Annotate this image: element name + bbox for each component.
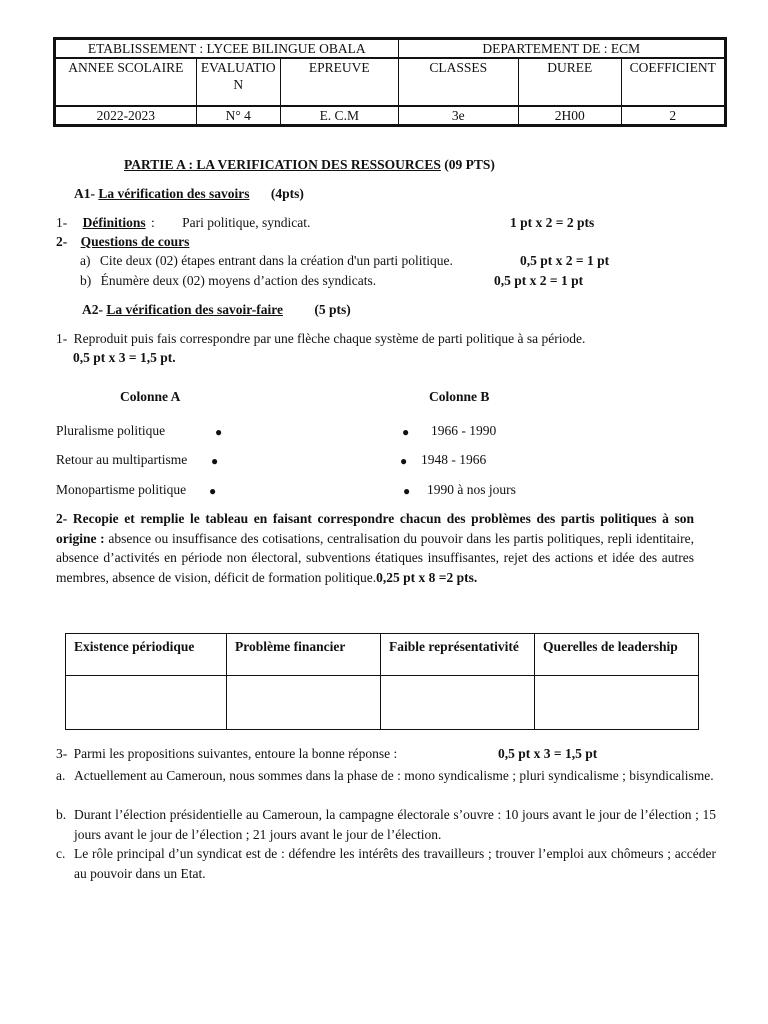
table-cell-empty — [66, 676, 227, 730]
a1-item-b-text: Énumère deux (02) moyens d’action des syndicats. — [100, 273, 377, 288]
a2-q3-item-c-text: Le rôle principal d’un syndicat est de : défendre les intérêts des travailleurs ; trouver l’emploi aux chômeurs ; accéder au pouvoir dans un Etat. — [74, 846, 716, 881]
a1-q1-colon: : — [151, 215, 155, 230]
table-header-financier: Problème financier — [227, 634, 381, 676]
a2-q2-bold: Recopie et remplie le tableau en faisant correspondre chacun des problèmes des partis politiques à son origine : — [56, 511, 694, 546]
a1-item-a-score: 0,5 pt x 2 = 1 pt — [520, 253, 610, 268]
bullet-a-1: ● — [215, 425, 223, 439]
a2-q3-item-a-letter: a. — [56, 768, 66, 783]
col-annee-scolaire: ANNEE SCOLAIRE — [55, 58, 197, 106]
a1-q1-number: 1- — [56, 215, 68, 230]
a2-title: La vérification des savoir-faire — [106, 302, 283, 317]
val-evaluation: N° 4 — [196, 106, 280, 126]
a1-q1-label: Définitions — [82, 215, 146, 230]
col-duree: DUREE — [519, 58, 621, 106]
a1-item-a-letter: a) — [80, 253, 91, 268]
a2-q1-number: 1- — [56, 331, 68, 346]
a2-q3-item-b-letter: b. — [56, 807, 67, 822]
a2-points: (5 pts) — [314, 302, 351, 317]
a1-item-a-text: Cite deux (02) étapes entrant dans la création d'un parti politique. — [99, 253, 453, 268]
a1-q2-label: Questions de cours — [80, 234, 190, 249]
table-cell-empty — [227, 676, 381, 730]
colonne-a-item-3: Monopartisme politique — [56, 482, 187, 497]
a1-q2-number: 2- — [56, 234, 68, 249]
a1-item-b — [80, 273, 376, 289]
colonne-b-item-2: 1948 - 1966 — [421, 452, 487, 467]
col-coefficient: COEFFICIENT — [621, 58, 725, 106]
bullet-a-2: ● — [211, 454, 219, 468]
a1-heading — [74, 186, 304, 202]
val-coefficient: 2 — [621, 106, 725, 126]
colonne-a-item-1: Pluralisme politique — [56, 423, 166, 438]
colonne-a-item-2: Retour au multipartisme — [56, 452, 188, 467]
problems-table — [65, 633, 699, 730]
a2-heading — [82, 302, 351, 318]
col-epreuve: EPREUVE — [280, 58, 398, 106]
partie-a-heading — [124, 157, 495, 173]
val-annee-scolaire: 2022-2023 — [55, 106, 197, 126]
partie-a-title: PARTIE A : LA VERIFICATION DES RESSOURCES — [124, 157, 441, 172]
colonne-b-item-1: 1966 - 1990 — [431, 423, 497, 438]
a2-q3-item-c-letter: c. — [56, 846, 66, 861]
table-header-existence: Existence périodique — [66, 634, 227, 676]
a2-q1-score: 0,5 pt x 3 = 1,5 pt. — [73, 350, 176, 365]
val-classes: 3e — [398, 106, 519, 126]
a1-points: (4pts) — [270, 186, 304, 201]
bullet-b-1: ● — [402, 425, 410, 439]
a2-q1-text: Reproduit puis fais correspondre par une flèche chaque système de parti politique à sa période. — [73, 331, 586, 346]
a2-prefix: A2- — [82, 302, 103, 317]
val-epreuve: E. C.M — [280, 106, 398, 126]
table-header-leadership: Querelles de leadership — [535, 634, 699, 676]
table-header-representativite: Faible représentativité — [381, 634, 535, 676]
a2-q2-number: 2- — [56, 511, 68, 526]
bullet-b-3: ● — [403, 484, 411, 498]
a2-q3-text: Parmi les propositions suivantes, entoure la bonne réponse : — [73, 746, 398, 761]
a2-q2-paragraph — [56, 509, 694, 587]
a2-q3-item-a — [56, 766, 716, 786]
a2-q2-score: 0,25 pt x 8 =2 pts. — [376, 569, 478, 585]
a2-q3-number: 3- — [56, 746, 68, 761]
a1-q1-text: Pari politique, syndicat. — [182, 215, 311, 230]
a2-q1 — [56, 331, 585, 347]
colonne-b-title: Colonne B — [429, 389, 490, 404]
etablissement-cell: ETABLISSEMENT : LYCEE BILINGUE OBALA — [55, 39, 399, 59]
a2-q3-item-b — [56, 805, 716, 844]
col-classes: CLASSES — [398, 58, 519, 106]
a1-prefix: A1- — [74, 186, 95, 201]
departement-cell: DEPARTEMENT DE : ECM — [398, 39, 725, 59]
a1-q1-score: 1 pt x 2 = 2 pts — [510, 215, 595, 230]
colonne-b-item-3: 1990 à nos jours — [427, 482, 516, 497]
a1-item-a — [80, 253, 453, 269]
a2-q3-item-c — [56, 844, 716, 883]
table-cell-empty — [381, 676, 535, 730]
a2-q3 — [56, 746, 397, 762]
table-cell-empty — [535, 676, 699, 730]
a1-q1 — [56, 215, 310, 231]
bullet-a-3: ● — [209, 484, 217, 498]
a2-q3-item-a-text: Actuellement au Cameroun, nous sommes dans la phase de : mono syndicalisme ; pluri syndicalisme ; bisyndicalisme. — [74, 768, 714, 783]
partie-a-points: (09 PTS) — [444, 157, 495, 172]
a1-q2 — [56, 234, 189, 250]
col-evaluation: EVALUATIO N — [196, 58, 280, 106]
a1-item-b-letter: b) — [80, 273, 92, 288]
a2-q2-text: absence ou insuffisance des cotisations, centralisation du pouvoir dans les partis politiques, repli identitaire, absence d’activités en période non électoral, subventions étatiques insuffisantes, rejet des actions et idée des autres membres, absence de vision, déficit de formation politique. — [56, 530, 695, 585]
a2-q3-item-b-text: Durant l’élection présidentielle au Cameroun, la campagne électorale s’ouvre : 10 jours avant le jour de l’élection ; 15 jours avant le jour de l’élection ; 21 jours avant le jour de l’élection. — [74, 807, 716, 842]
a2-q3-score: 0,5 pt x 3 = 1,5 pt — [498, 746, 598, 761]
header-table — [53, 37, 727, 127]
bullet-b-2: ● — [400, 454, 408, 468]
a1-item-b-score: 0,5 pt x 2 = 1 pt — [494, 273, 584, 288]
val-duree: 2H00 — [519, 106, 621, 126]
a1-title: La vérification des savoirs — [98, 186, 250, 201]
colonne-a-title: Colonne A — [120, 389, 181, 404]
